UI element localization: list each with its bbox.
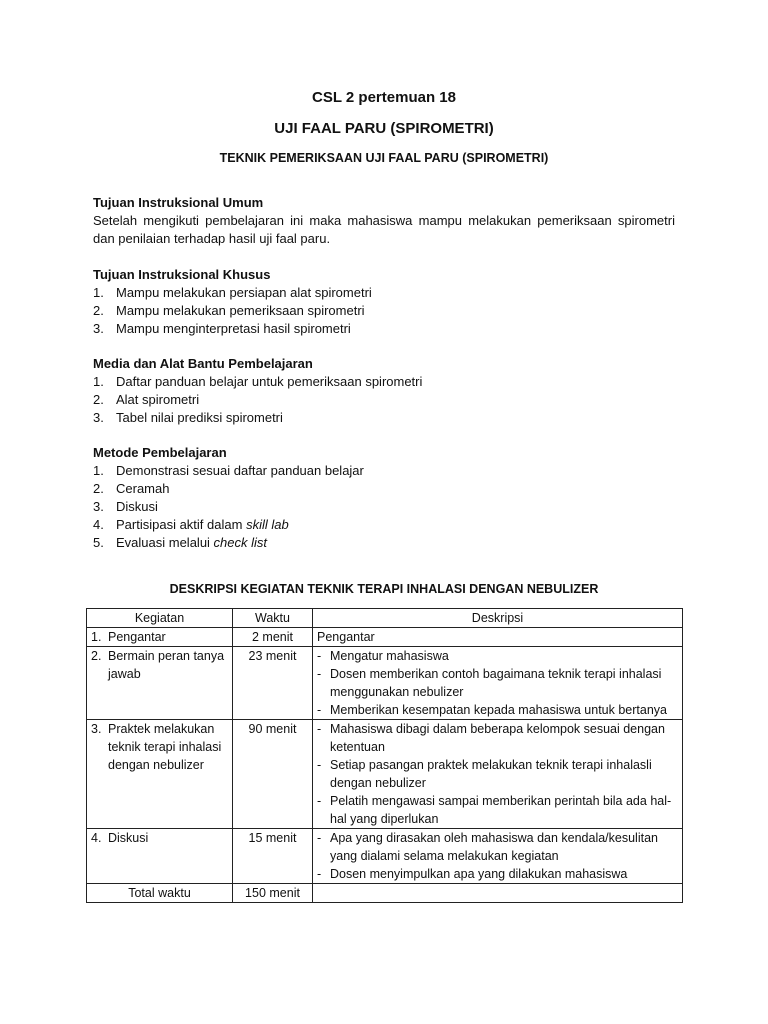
table-row	[87, 720, 683, 829]
description-item-text: Memberikan kesempatan kepada mahasiswa untuk bertanya	[330, 703, 667, 717]
section-paragraph: Setelah mengikuti pembelajaran ini maka mahasiswa mampu melakukan pemeriksaan spirometri dan penilaian terhadap hasil uji faal paru.	[93, 213, 675, 246]
list-item-text: Tabel nilai prediksi spirometri	[116, 410, 283, 425]
total-time: 150 menit	[233, 884, 313, 903]
description-list	[317, 829, 678, 883]
dash-bullet: -	[317, 758, 322, 772]
list-item-number: 2.	[93, 481, 104, 496]
table-row	[87, 628, 683, 647]
list-item-number: 5.	[93, 535, 104, 550]
table-total-row	[87, 884, 683, 903]
list-item	[93, 284, 675, 302]
list-item-text: Alat spirometri	[116, 392, 200, 407]
activity-cell	[87, 628, 233, 647]
dash-bullet: -	[317, 722, 322, 736]
total-label: Total waktu	[87, 884, 233, 903]
total-empty-cell	[313, 884, 683, 903]
list-item	[93, 462, 675, 480]
doc-title-sub: TEKNIK PEMERIKSAAN UJI FAAL PARU (SPIROMETRI)	[219, 151, 549, 165]
list-item	[93, 409, 675, 427]
list-item-text: Mampu melakukan persiapan alat spirometri	[116, 285, 372, 300]
numbered-list	[93, 373, 675, 427]
list-item-text: Mampu menginterpretasi hasil spirometri	[116, 321, 351, 336]
description-cell	[313, 647, 683, 720]
time-cell: 23 menit	[233, 647, 313, 720]
description-item	[317, 665, 678, 701]
numbered-list	[93, 462, 675, 552]
time-cell: 2 menit	[233, 628, 313, 647]
description-cell	[313, 720, 683, 829]
activity-name: Diskusi	[108, 831, 149, 845]
list-item-number: 1.	[93, 463, 104, 478]
section-heading: Tujuan Instruksional Umum	[93, 195, 264, 210]
list-item-text: Daftar panduan belajar untuk pemeriksaan spirometri	[116, 374, 423, 389]
list-item-text: Partisipasi aktif dalam	[116, 517, 247, 532]
activity-number: 2.	[91, 649, 102, 663]
description-item-text: Mahasiswa dibagi dalam beberapa kelompok sesuai dengan ketentuan	[330, 722, 665, 754]
list-item-number: 4.	[93, 517, 104, 532]
description-item-text: Mengatur mahasiswa	[330, 649, 449, 663]
numbered-list	[93, 284, 675, 338]
section-heading: Media dan Alat Bantu Pembelajaran	[93, 356, 313, 371]
description-item-text: Pelatih mengawasi sampai memberikan perintah bila ada hal-hal yang diperlukan	[330, 794, 672, 826]
description-text: Pengantar	[317, 630, 375, 644]
list-item-number: 2.	[93, 392, 104, 407]
list-item-number: 3.	[93, 410, 104, 425]
dash-bullet: -	[317, 667, 322, 681]
list-item-number: 2.	[93, 303, 104, 318]
list-item	[93, 498, 675, 516]
activity	[91, 647, 228, 683]
column-header: Kegiatan	[87, 609, 233, 628]
activity-table	[86, 608, 683, 903]
description-item	[317, 701, 678, 719]
list-item-text: Mampu melakukan pemeriksaan spirometri	[116, 303, 365, 318]
column-header: Deskripsi	[313, 609, 683, 628]
activity-number: 1.	[91, 630, 102, 644]
description-item	[317, 792, 678, 828]
list-item	[93, 373, 675, 391]
doc-title-main: UJI FAAL PARU (SPIROMETRI)	[274, 120, 494, 137]
description-item-text: Apa yang dirasakan oleh mahasiswa dan kendala/kesulitan yang dialami selama melakukan kegiatan	[330, 831, 658, 863]
activity-name: Pengantar	[108, 630, 166, 644]
dash-bullet: -	[317, 831, 322, 845]
list-item-text: Evaluasi melalui	[116, 535, 214, 550]
description-item	[317, 865, 678, 883]
list-item	[93, 391, 675, 409]
list-item-text: Diskusi	[116, 499, 158, 514]
description-item-text: Dosen memberikan contoh bagaimana teknik terapi inhalasi menggunakan nebulizer	[330, 667, 662, 699]
activity-number: 4.	[91, 831, 102, 845]
section-heading: Tujuan Instruksional Khusus	[93, 267, 271, 282]
activity-number: 3.	[91, 722, 102, 736]
table-title: DESKRIPSI KEGIATAN TEKNIK TERAPI INHALASI DENGAN NEBULIZER	[169, 582, 599, 596]
description-item	[317, 756, 678, 792]
doc-title-session: CSL 2 pertemuan 18	[312, 89, 456, 106]
list-item-italic-text: skill lab	[246, 517, 289, 532]
section-tik	[93, 266, 675, 338]
dash-bullet: -	[317, 649, 322, 663]
section-metode	[93, 444, 675, 552]
list-item-number: 1.	[93, 374, 104, 389]
list-item	[93, 516, 675, 534]
list-item-italic-text: check list	[213, 535, 268, 550]
section-tiu	[93, 194, 675, 248]
description-list	[317, 647, 678, 719]
activity	[91, 829, 228, 847]
activity-name: Praktek melakukan teknik terapi inhalasi dengan nebulizer	[108, 722, 222, 772]
activity-cell	[87, 829, 233, 884]
section-heading: Metode Pembelajaran	[93, 445, 227, 460]
description-item	[317, 720, 678, 756]
activity	[91, 720, 228, 774]
description-item	[317, 829, 678, 865]
table-row	[87, 829, 683, 884]
table-header-row	[87, 609, 683, 628]
activity	[91, 628, 228, 646]
section-media	[93, 355, 675, 427]
list-item-number: 3.	[93, 499, 104, 514]
activity-cell	[87, 647, 233, 720]
dash-bullet: -	[317, 703, 322, 717]
table-row	[87, 647, 683, 720]
description-item-text: Setiap pasangan praktek melakukan teknik terapi inhalasli dengan nebulizer	[330, 758, 652, 790]
time-cell: 15 menit	[233, 829, 313, 884]
list-item	[93, 534, 675, 552]
column-header: Waktu	[233, 609, 313, 628]
description-list	[317, 720, 678, 828]
list-item-number: 1.	[93, 285, 104, 300]
dash-bullet: -	[317, 867, 322, 881]
description-item	[317, 647, 678, 665]
list-item-text: Demonstrasi sesuai daftar panduan belajar	[116, 463, 364, 478]
list-item-text: Ceramah	[116, 481, 170, 496]
list-item	[93, 320, 675, 338]
dash-bullet: -	[317, 794, 322, 808]
description-cell	[313, 829, 683, 884]
activity-cell	[87, 720, 233, 829]
list-item	[93, 302, 675, 320]
activity-name: Bermain peran tanya jawab	[108, 649, 225, 681]
list-item-number: 3.	[93, 321, 104, 336]
time-cell: 90 menit	[233, 720, 313, 829]
description-cell	[313, 628, 683, 647]
description-item-text: Dosen menyimpulkan apa yang dilakukan mahasiswa	[330, 867, 628, 881]
list-item	[93, 480, 675, 498]
